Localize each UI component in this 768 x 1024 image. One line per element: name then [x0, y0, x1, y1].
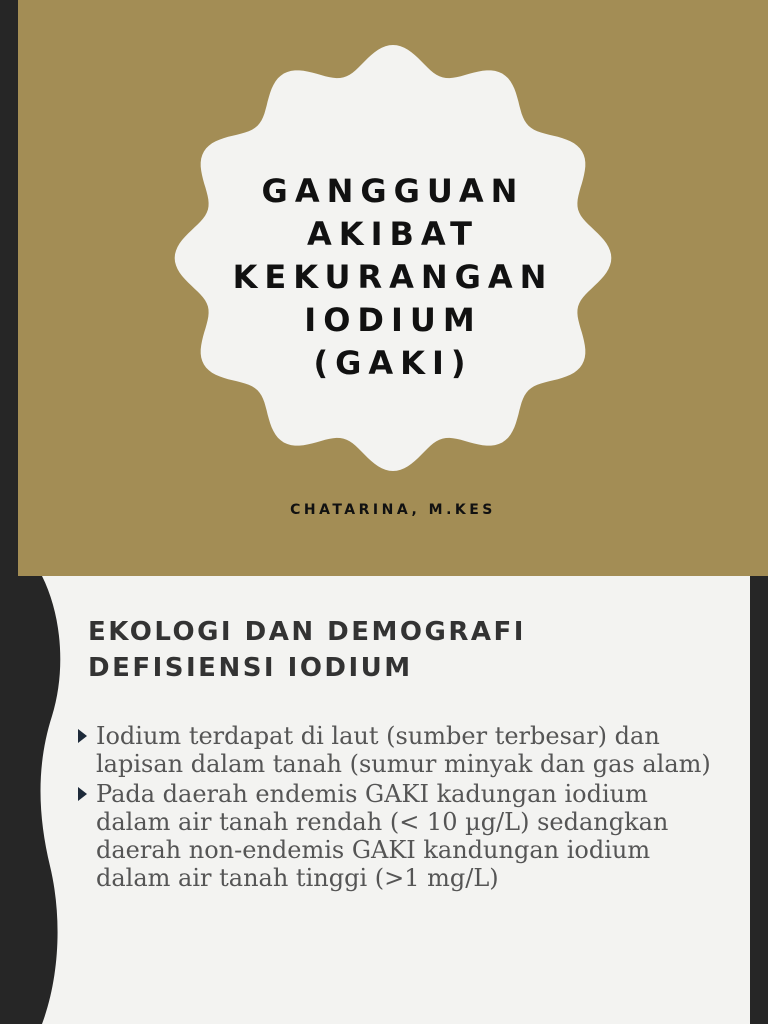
- title-line: GANGGUAN: [261, 172, 525, 210]
- author-name: CHATARINA, M.KES: [290, 502, 496, 518]
- heading-line: EKOLOGI DAN DEMOGRAFI: [88, 617, 526, 647]
- presentation-title: [188, 170, 598, 385]
- triangle-bullet-icon: [78, 729, 87, 743]
- heading-line: DEFISIENSI IODIUM: [88, 653, 413, 683]
- triangle-bullet-icon: [78, 787, 87, 801]
- content-slide: [0, 576, 768, 1024]
- list-item: [78, 780, 718, 892]
- bullet-text: Pada daerah endemis GAKI kadungan iodium dalam air tanah rendah (< 10 µg/L) sedangkan daerah non-endemis GAKI kandungan iodium dalam air tanah tinggi (>1 mg/L): [96, 780, 669, 892]
- title-line: AKIBAT: [307, 215, 479, 253]
- title-line: (GAKI): [313, 344, 473, 382]
- slide-heading: [88, 614, 708, 686]
- title-line: IODIUM: [304, 301, 482, 339]
- bullet-text: Iodium terdapat di laut (sumber terbesar) dan lapisan dalam tanah (sumur minyak dan gas alam): [96, 722, 711, 778]
- bullet-list: [78, 722, 718, 894]
- title-line: KEKURANGAN: [232, 258, 554, 296]
- list-item: [78, 722, 718, 778]
- title-slide: [18, 0, 768, 576]
